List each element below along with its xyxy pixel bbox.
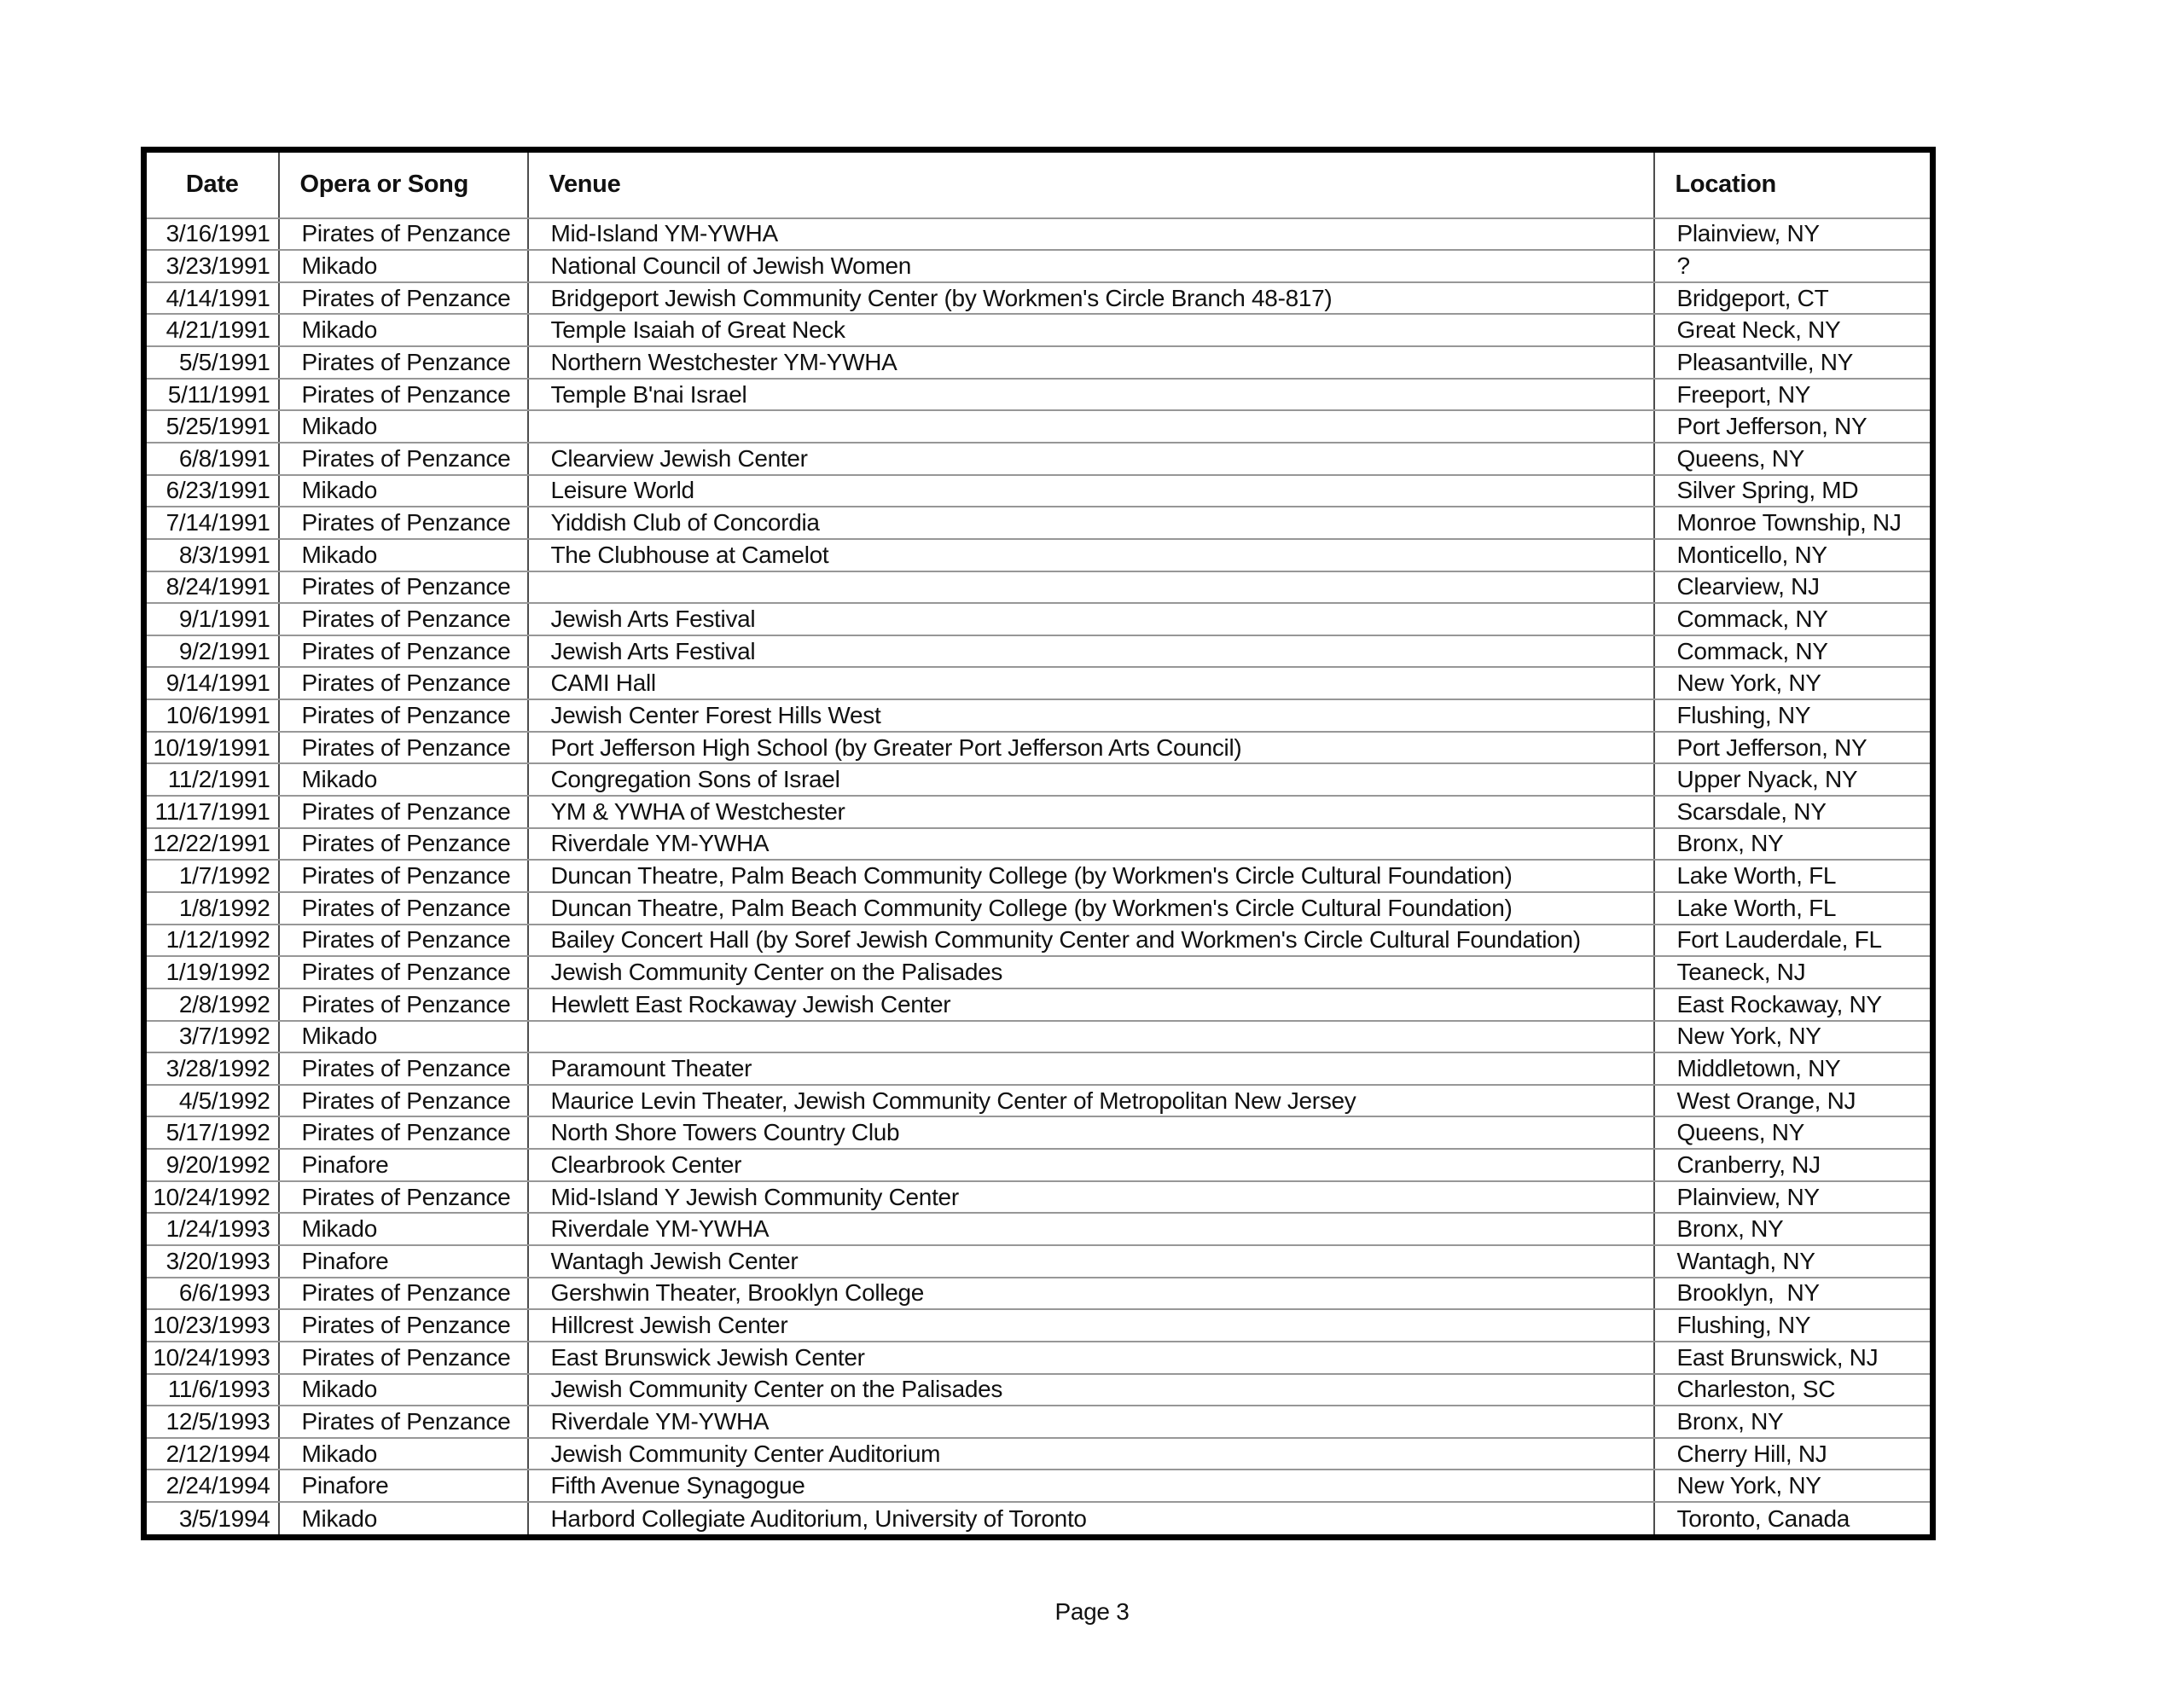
column-header-date: Date: [144, 150, 279, 218]
cell-venue: YM & YWHA of Westchester: [528, 796, 1654, 828]
cell-location: Plainview, NY: [1654, 1181, 1933, 1214]
cell-venue: North Shore Towers Country Club: [528, 1116, 1654, 1149]
cell-venue: Mid-Island YM-YWHA: [528, 218, 1654, 251]
cell-location: Fort Lauderdale, FL: [1654, 925, 1933, 957]
table-row: [144, 1149, 1933, 1181]
cell-venue: Riverdale YM-YWHA: [528, 828, 1654, 861]
cell-date: 4/14/1991: [144, 282, 279, 315]
cell-location: Bronx, NY: [1654, 1406, 1933, 1438]
cell-date: 2/12/1994: [144, 1438, 279, 1470]
cell-date: 3/28/1992: [144, 1052, 279, 1085]
cell-date: 5/11/1991: [144, 379, 279, 411]
cell-location: Silver Spring, MD: [1654, 475, 1933, 507]
cell-location: Flushing, NY: [1654, 1309, 1933, 1342]
cell-venue: Jewish Center Forest Hills West: [528, 699, 1654, 732]
cell-opera: Mikado: [279, 1502, 528, 1537]
cell-date: 2/24/1994: [144, 1470, 279, 1502]
cell-venue: Riverdale YM-YWHA: [528, 1213, 1654, 1245]
cell-location: Cherry Hill, NJ: [1654, 1438, 1933, 1470]
cell-date: 11/17/1991: [144, 796, 279, 828]
cell-date: 4/21/1991: [144, 314, 279, 346]
cell-opera: Pirates of Penzance: [279, 828, 528, 861]
cell-date: 9/20/1992: [144, 1149, 279, 1181]
cell-venue: [528, 410, 1654, 443]
column-header-opera: Opera or Song: [279, 150, 528, 218]
table-row: [144, 988, 1933, 1021]
table-row: [144, 635, 1933, 668]
cell-date: 6/6/1993: [144, 1278, 279, 1310]
table-row: [144, 1278, 1933, 1310]
cell-venue: Jewish Community Center Auditorium: [528, 1438, 1654, 1470]
cell-venue: Hillcrest Jewish Center: [528, 1309, 1654, 1342]
cell-date: 1/12/1992: [144, 925, 279, 957]
table-row: [144, 1245, 1933, 1278]
table-row: [144, 1342, 1933, 1374]
cell-date: 1/19/1992: [144, 956, 279, 988]
table-row: [144, 314, 1933, 346]
cell-venue: Yiddish Club of Concordia: [528, 507, 1654, 539]
table-row: [144, 667, 1933, 699]
cell-venue: Temple B'nai Israel: [528, 379, 1654, 411]
cell-opera: Pirates of Penzance: [279, 925, 528, 957]
cell-date: 8/24/1991: [144, 571, 279, 604]
cell-venue: Mid-Island Y Jewish Community Center: [528, 1181, 1654, 1214]
table-row: [144, 860, 1933, 892]
cell-location: Queens, NY: [1654, 1116, 1933, 1149]
table-row: [144, 250, 1933, 282]
cell-location: Plainview, NY: [1654, 218, 1933, 251]
cell-date: 9/2/1991: [144, 635, 279, 668]
table-row: [144, 1213, 1933, 1245]
table-row: [144, 828, 1933, 861]
cell-location: Upper Nyack, NY: [1654, 763, 1933, 796]
table-row: [144, 1374, 1933, 1406]
cell-location: Scarsdale, NY: [1654, 796, 1933, 828]
table-row: [144, 539, 1933, 571]
cell-opera: Pirates of Penzance: [279, 1181, 528, 1214]
cell-opera: Pirates of Penzance: [279, 1278, 528, 1310]
cell-opera: Mikado: [279, 539, 528, 571]
table-row: [144, 443, 1933, 475]
cell-venue: Jewish Community Center on the Palisades: [528, 1374, 1654, 1406]
cell-venue: East Brunswick Jewish Center: [528, 1342, 1654, 1374]
table-body: [144, 218, 1933, 1538]
cell-location: Great Neck, NY: [1654, 314, 1933, 346]
cell-opera: Mikado: [279, 1374, 528, 1406]
table-row: [144, 1181, 1933, 1214]
cell-date: 5/17/1992: [144, 1116, 279, 1149]
table-row: [144, 763, 1933, 796]
cell-location: New York, NY: [1654, 1470, 1933, 1502]
cell-location: Lake Worth, FL: [1654, 860, 1933, 892]
table-row: [144, 1052, 1933, 1085]
cell-location: Pleasantville, NY: [1654, 346, 1933, 379]
cell-opera: Mikado: [279, 1021, 528, 1053]
cell-date: 2/8/1992: [144, 988, 279, 1021]
cell-date: 12/22/1991: [144, 828, 279, 861]
cell-opera: Pirates of Penzance: [279, 1309, 528, 1342]
cell-opera: Pinafore: [279, 1149, 528, 1181]
table-row: [144, 603, 1933, 635]
cell-date: 10/6/1991: [144, 699, 279, 732]
cell-opera: Pinafore: [279, 1470, 528, 1502]
cell-opera: Pirates of Penzance: [279, 732, 528, 764]
cell-location: Lake Worth, FL: [1654, 892, 1933, 925]
cell-date: 3/7/1992: [144, 1021, 279, 1053]
cell-venue: Riverdale YM-YWHA: [528, 1406, 1654, 1438]
table-row: [144, 346, 1933, 379]
cell-opera: Mikado: [279, 250, 528, 282]
cell-venue: Wantagh Jewish Center: [528, 1245, 1654, 1278]
table-row: [144, 796, 1933, 828]
cell-venue: CAMI Hall: [528, 667, 1654, 699]
cell-location: Cranberry, NJ: [1654, 1149, 1933, 1181]
cell-location: West Orange, NJ: [1654, 1085, 1933, 1117]
cell-location: Brooklyn, NY: [1654, 1278, 1933, 1310]
table-row: [144, 1085, 1933, 1117]
cell-location: Wantagh, NY: [1654, 1245, 1933, 1278]
cell-venue: Paramount Theater: [528, 1052, 1654, 1085]
page-number: Page 3: [1054, 1598, 1130, 1625]
cell-date: 10/23/1993: [144, 1309, 279, 1342]
table-row: [144, 892, 1933, 925]
table-row: [144, 699, 1933, 732]
cell-location: Middletown, NY: [1654, 1052, 1933, 1085]
cell-date: 7/14/1991: [144, 507, 279, 539]
cell-venue: Temple Isaiah of Great Neck: [528, 314, 1654, 346]
cell-location: Commack, NY: [1654, 603, 1933, 635]
cell-date: 3/5/1994: [144, 1502, 279, 1537]
cell-opera: Pinafore: [279, 1245, 528, 1278]
cell-location: Clearview, NJ: [1654, 571, 1933, 604]
table-row: [144, 1502, 1933, 1537]
cell-venue: Jewish Arts Festival: [528, 635, 1654, 668]
cell-date: 9/14/1991: [144, 667, 279, 699]
cell-opera: Pirates of Penzance: [279, 379, 528, 411]
cell-opera: Mikado: [279, 314, 528, 346]
table-row: [144, 1021, 1933, 1053]
cell-date: 3/20/1993: [144, 1245, 279, 1278]
cell-opera: Pirates of Penzance: [279, 443, 528, 475]
cell-opera: Pirates of Penzance: [279, 892, 528, 925]
cell-location: Bronx, NY: [1654, 828, 1933, 861]
cell-venue: Hewlett East Rockaway Jewish Center: [528, 988, 1654, 1021]
table-row: [144, 410, 1933, 443]
cell-opera: Mikado: [279, 763, 528, 796]
cell-location: Bridgeport, CT: [1654, 282, 1933, 315]
cell-opera: Pirates of Penzance: [279, 796, 528, 828]
cell-opera: Pirates of Penzance: [279, 1052, 528, 1085]
cell-location: New York, NY: [1654, 667, 1933, 699]
cell-date: 12/5/1993: [144, 1406, 279, 1438]
cell-opera: Pirates of Penzance: [279, 346, 528, 379]
cell-date: 11/6/1993: [144, 1374, 279, 1406]
cell-opera: Pirates of Penzance: [279, 603, 528, 635]
cell-venue: Gershwin Theater, Brooklyn College: [528, 1278, 1654, 1310]
cell-date: 10/19/1991: [144, 732, 279, 764]
table-row: [144, 475, 1933, 507]
cell-opera: Pirates of Penzance: [279, 218, 528, 251]
table-row: [144, 732, 1933, 764]
cell-venue: [528, 1021, 1654, 1053]
cell-venue: Northern Westchester YM-YWHA: [528, 346, 1654, 379]
cell-date: 1/8/1992: [144, 892, 279, 925]
cell-location: Freeport, NY: [1654, 379, 1933, 411]
cell-location: New York, NY: [1654, 1021, 1933, 1053]
cell-location: Port Jefferson, NY: [1654, 410, 1933, 443]
cell-opera: Pirates of Penzance: [279, 1116, 528, 1149]
cell-date: 1/24/1993: [144, 1213, 279, 1245]
table-row: [144, 925, 1933, 957]
table-header: [144, 150, 1933, 218]
cell-opera: Pirates of Penzance: [279, 956, 528, 988]
cell-date: 5/25/1991: [144, 410, 279, 443]
cell-date: 10/24/1993: [144, 1342, 279, 1374]
cell-opera: Pirates of Penzance: [279, 860, 528, 892]
cell-opera: Pirates of Penzance: [279, 667, 528, 699]
cell-location: Toronto, Canada: [1654, 1502, 1933, 1537]
cell-venue: National Council of Jewish Women: [528, 250, 1654, 282]
cell-opera: Pirates of Penzance: [279, 988, 528, 1021]
cell-date: 1/7/1992: [144, 860, 279, 892]
table-row: [144, 1309, 1933, 1342]
cell-location: Monticello, NY: [1654, 539, 1933, 571]
cell-venue: Duncan Theatre, Palm Beach Community College (by Workmen's Circle Cultural Foundation): [528, 892, 1654, 925]
table-row: [144, 571, 1933, 604]
cell-opera: Mikado: [279, 1438, 528, 1470]
column-header-location: Location: [1654, 150, 1933, 218]
cell-location: Monroe Township, NJ: [1654, 507, 1933, 539]
cell-venue: Duncan Theatre, Palm Beach Community College (by Workmen's Circle Cultural Foundation): [528, 860, 1654, 892]
column-header-venue: Venue: [528, 150, 1654, 218]
cell-location: Queens, NY: [1654, 443, 1933, 475]
table-row: [144, 507, 1933, 539]
cell-date: 4/5/1992: [144, 1085, 279, 1117]
table-row: [144, 1438, 1933, 1470]
cell-opera: Pirates of Penzance: [279, 1342, 528, 1374]
table-row: [144, 1116, 1933, 1149]
cell-location: Flushing, NY: [1654, 699, 1933, 732]
cell-venue: Congregation Sons of Israel: [528, 763, 1654, 796]
cell-opera: Pirates of Penzance: [279, 571, 528, 604]
table-row: [144, 1470, 1933, 1502]
cell-location: Port Jefferson, NY: [1654, 732, 1933, 764]
cell-venue: Port Jefferson High School (by Greater Port Jefferson Arts Council): [528, 732, 1654, 764]
cell-venue: Jewish Community Center on the Palisades: [528, 956, 1654, 988]
cell-venue: The Clubhouse at Camelot: [528, 539, 1654, 571]
cell-date: 10/24/1992: [144, 1181, 279, 1214]
cell-opera: Mikado: [279, 475, 528, 507]
cell-opera: Pirates of Penzance: [279, 635, 528, 668]
table-row: [144, 1406, 1933, 1438]
cell-opera: Pirates of Penzance: [279, 1406, 528, 1438]
cell-opera: Mikado: [279, 1213, 528, 1245]
cell-opera: Pirates of Penzance: [279, 1085, 528, 1117]
performance-table: [141, 147, 1936, 1540]
cell-opera: Mikado: [279, 410, 528, 443]
cell-date: 8/3/1991: [144, 539, 279, 571]
cell-venue: Clearbrook Center: [528, 1149, 1654, 1181]
cell-venue: Harbord Collegiate Auditorium, University of Toronto: [528, 1502, 1654, 1537]
cell-venue: Bailey Concert Hall (by Soref Jewish Community Center and Workmen's Circle Cultural Foundation): [528, 925, 1654, 957]
table-row: [144, 282, 1933, 315]
cell-opera: Pirates of Penzance: [279, 507, 528, 539]
cell-venue: Clearview Jewish Center: [528, 443, 1654, 475]
cell-location: Charleston, SC: [1654, 1374, 1933, 1406]
table-row: [144, 956, 1933, 988]
cell-date: 6/23/1991: [144, 475, 279, 507]
cell-venue: Fifth Avenue Synagogue: [528, 1470, 1654, 1502]
table-row: [144, 379, 1933, 411]
cell-date: 6/8/1991: [144, 443, 279, 475]
cell-location: ?: [1654, 250, 1933, 282]
cell-location: East Brunswick, NJ: [1654, 1342, 1933, 1374]
cell-location: East Rockaway, NY: [1654, 988, 1933, 1021]
cell-venue: Bridgeport Jewish Community Center (by Workmen's Circle Branch 48-817): [528, 282, 1654, 315]
cell-opera: Pirates of Penzance: [279, 282, 528, 315]
cell-date: 3/23/1991: [144, 250, 279, 282]
cell-date: 5/5/1991: [144, 346, 279, 379]
cell-opera: Pirates of Penzance: [279, 699, 528, 732]
cell-venue: [528, 571, 1654, 604]
cell-date: 9/1/1991: [144, 603, 279, 635]
header-row: [144, 150, 1933, 218]
cell-venue: Leisure World: [528, 475, 1654, 507]
cell-location: Commack, NY: [1654, 635, 1933, 668]
cell-location: Bronx, NY: [1654, 1213, 1933, 1245]
cell-venue: Jewish Arts Festival: [528, 603, 1654, 635]
table-row: [144, 218, 1933, 251]
cell-venue: Maurice Levin Theater, Jewish Community Center of Metropolitan New Jersey: [528, 1085, 1654, 1117]
cell-date: 11/2/1991: [144, 763, 279, 796]
cell-date: 3/16/1991: [144, 218, 279, 251]
cell-location: Teaneck, NJ: [1654, 956, 1933, 988]
